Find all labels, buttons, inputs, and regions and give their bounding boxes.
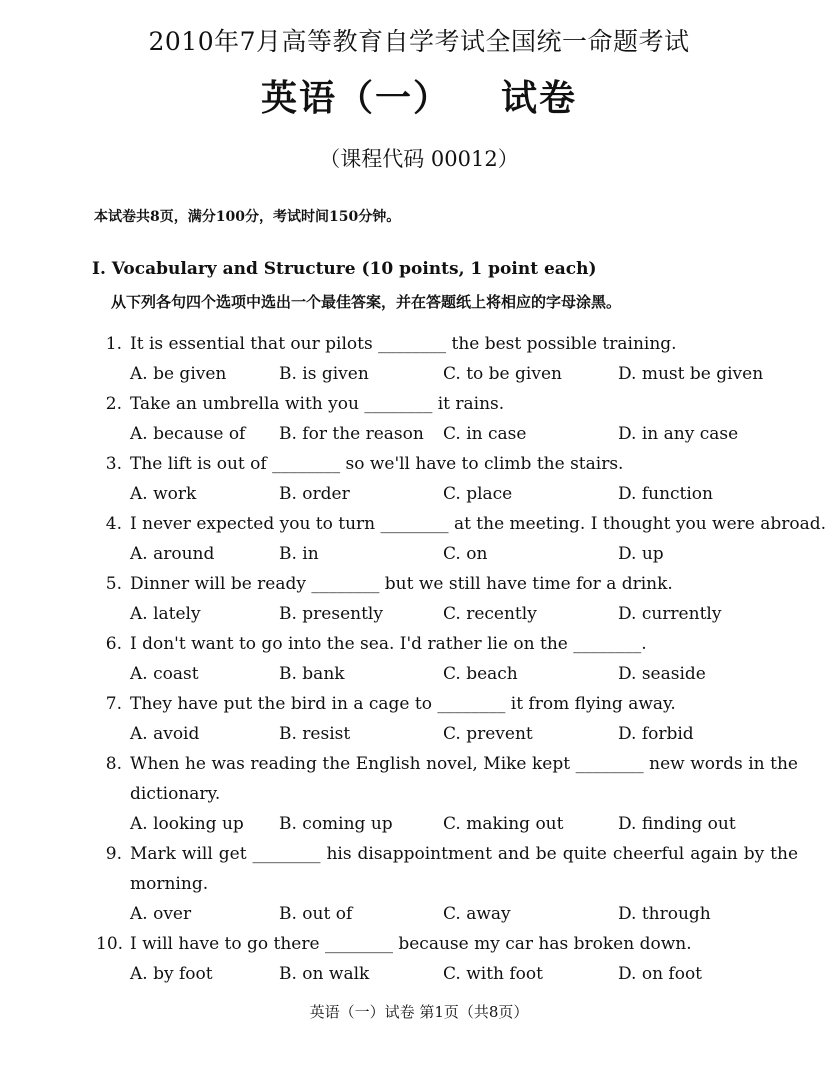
question-number: 3. <box>105 454 122 474</box>
question-line <box>0 389 838 419</box>
option-a: A. coast <box>130 664 199 684</box>
exam-info: 本试卷共8页，满分100分，考试时间150分钟。 <box>94 209 401 225</box>
question-item <box>0 689 838 749</box>
option-d: D. forbid <box>618 724 694 744</box>
option-b: B. coming up <box>279 814 393 834</box>
option-a: A. by foot <box>130 964 213 984</box>
answer-options <box>0 359 838 389</box>
option-c: C. making out <box>443 814 564 834</box>
question-text: I will have to go there ________ because my car has broken down. <box>130 934 692 954</box>
question-item <box>0 389 838 449</box>
answer-options <box>0 419 838 449</box>
question-line <box>0 839 838 869</box>
question-number: 2. <box>105 394 122 414</box>
option-c: C. on <box>443 544 488 564</box>
question-number: 4. <box>105 514 122 534</box>
question-line <box>0 749 838 779</box>
question-text: Take an umbrella with you ________ it rains. <box>130 394 505 414</box>
question-text: When he was reading the English novel, Mike kept ________ new words in the <box>130 754 798 774</box>
page-footer: 英语（一）试卷 第1页（共8页） <box>309 1003 529 1021</box>
option-b: B. bank <box>279 664 345 684</box>
option-b: B. on walk <box>279 964 370 984</box>
option-c: C. prevent <box>443 724 533 744</box>
question-line <box>0 329 838 359</box>
option-c: C. to be given <box>443 364 562 384</box>
option-b: B. for the reason <box>279 424 424 444</box>
question-item <box>0 449 838 509</box>
question-item <box>0 629 838 689</box>
option-d: D. must be given <box>618 364 764 384</box>
question-number: 1. <box>105 334 122 354</box>
option-c: C. recently <box>443 604 537 624</box>
option-c: C. place <box>443 484 513 504</box>
option-a: A. over <box>130 904 192 924</box>
question-text: The lift is out of ________ so we'll have to climb the stairs. <box>130 454 624 474</box>
option-b: B. resist <box>279 724 351 744</box>
question-line <box>0 779 838 809</box>
question-text: They have put the bird in a cage to ________ it from flying away. <box>130 694 676 714</box>
question-line <box>0 629 838 659</box>
option-a: A. lately <box>130 604 201 624</box>
question-number: 10. <box>96 934 124 954</box>
paper-label: 试卷 <box>501 77 578 119</box>
option-d: D. finding out <box>618 814 736 834</box>
question-line <box>0 449 838 479</box>
option-a: A. because of <box>130 424 246 444</box>
question-text: I don't want to go into the sea. I'd rather lie on the ________. <box>130 634 647 654</box>
answer-options <box>0 899 838 929</box>
option-c: C. with foot <box>443 964 543 984</box>
question-item <box>0 569 838 629</box>
option-b: B. in <box>279 544 319 564</box>
question-text-continued: dictionary. <box>130 784 221 804</box>
exam-title: 2010年7月高等教育自学考试全国统一命题考试 <box>148 27 690 56</box>
question-text: Mark will get ________ his disappointment and be quite cheerful again by the <box>130 844 798 864</box>
option-a: A. be given <box>130 364 227 384</box>
question-item <box>0 749 838 839</box>
option-b: B. presently <box>279 604 383 624</box>
option-c: C. in case <box>443 424 527 444</box>
answer-options <box>0 539 838 569</box>
question-list <box>0 329 838 989</box>
answer-options <box>0 599 838 629</box>
option-a: A. looking up <box>130 814 244 834</box>
option-d: D. in any case <box>618 424 739 444</box>
question-item <box>0 839 838 929</box>
answer-options <box>0 719 838 749</box>
option-c: C. beach <box>443 664 518 684</box>
answer-options <box>0 809 838 839</box>
section-instruction: 从下列各句四个选项中选出一个最佳答案，并在答题纸上将相应的字母涂黑。 <box>111 293 622 311</box>
question-number: 6. <box>105 634 122 654</box>
course-code: （课程代码 00012） <box>319 147 519 171</box>
paper-title <box>0 70 838 121</box>
question-text: Dinner will be ready ________ but we still have time for a drink. <box>130 574 673 594</box>
option-d: D. seaside <box>618 664 706 684</box>
question-number: 5. <box>105 574 122 594</box>
answer-options <box>0 659 838 689</box>
question-line <box>0 569 838 599</box>
question-number: 7. <box>105 694 122 714</box>
section-heading: I. Vocabulary and Structure (10 points, 1 point each) <box>92 259 597 279</box>
option-a: A. work <box>130 484 197 504</box>
answer-options <box>0 959 838 989</box>
option-d: D. through <box>618 904 711 924</box>
option-a: A. avoid <box>130 724 200 744</box>
question-item <box>0 329 838 389</box>
question-number: 8. <box>105 754 122 774</box>
option-d: D. up <box>618 544 664 564</box>
option-b: B. order <box>279 484 350 504</box>
option-d: D. function <box>618 484 713 504</box>
option-b: B. out of <box>279 904 353 924</box>
question-text: I never expected you to turn ________ at the meeting. I thought you were abroad. <box>130 514 827 534</box>
option-d: D. currently <box>618 604 722 624</box>
question-text-continued: morning. <box>130 874 209 894</box>
question-line <box>0 869 838 899</box>
question-line <box>0 929 838 959</box>
question-line <box>0 689 838 719</box>
question-text: It is essential that our pilots ________ the best possible training. <box>130 334 677 354</box>
question-line <box>0 509 838 539</box>
option-a: A. around <box>130 544 215 564</box>
option-d: D. on foot <box>618 964 703 984</box>
answer-options <box>0 479 838 509</box>
option-c: C. away <box>443 904 511 924</box>
option-b: B. is given <box>279 364 369 384</box>
question-item <box>0 929 838 989</box>
question-item <box>0 509 838 569</box>
question-number: 9. <box>105 844 122 864</box>
subject-name: 英语（一） <box>260 77 451 119</box>
